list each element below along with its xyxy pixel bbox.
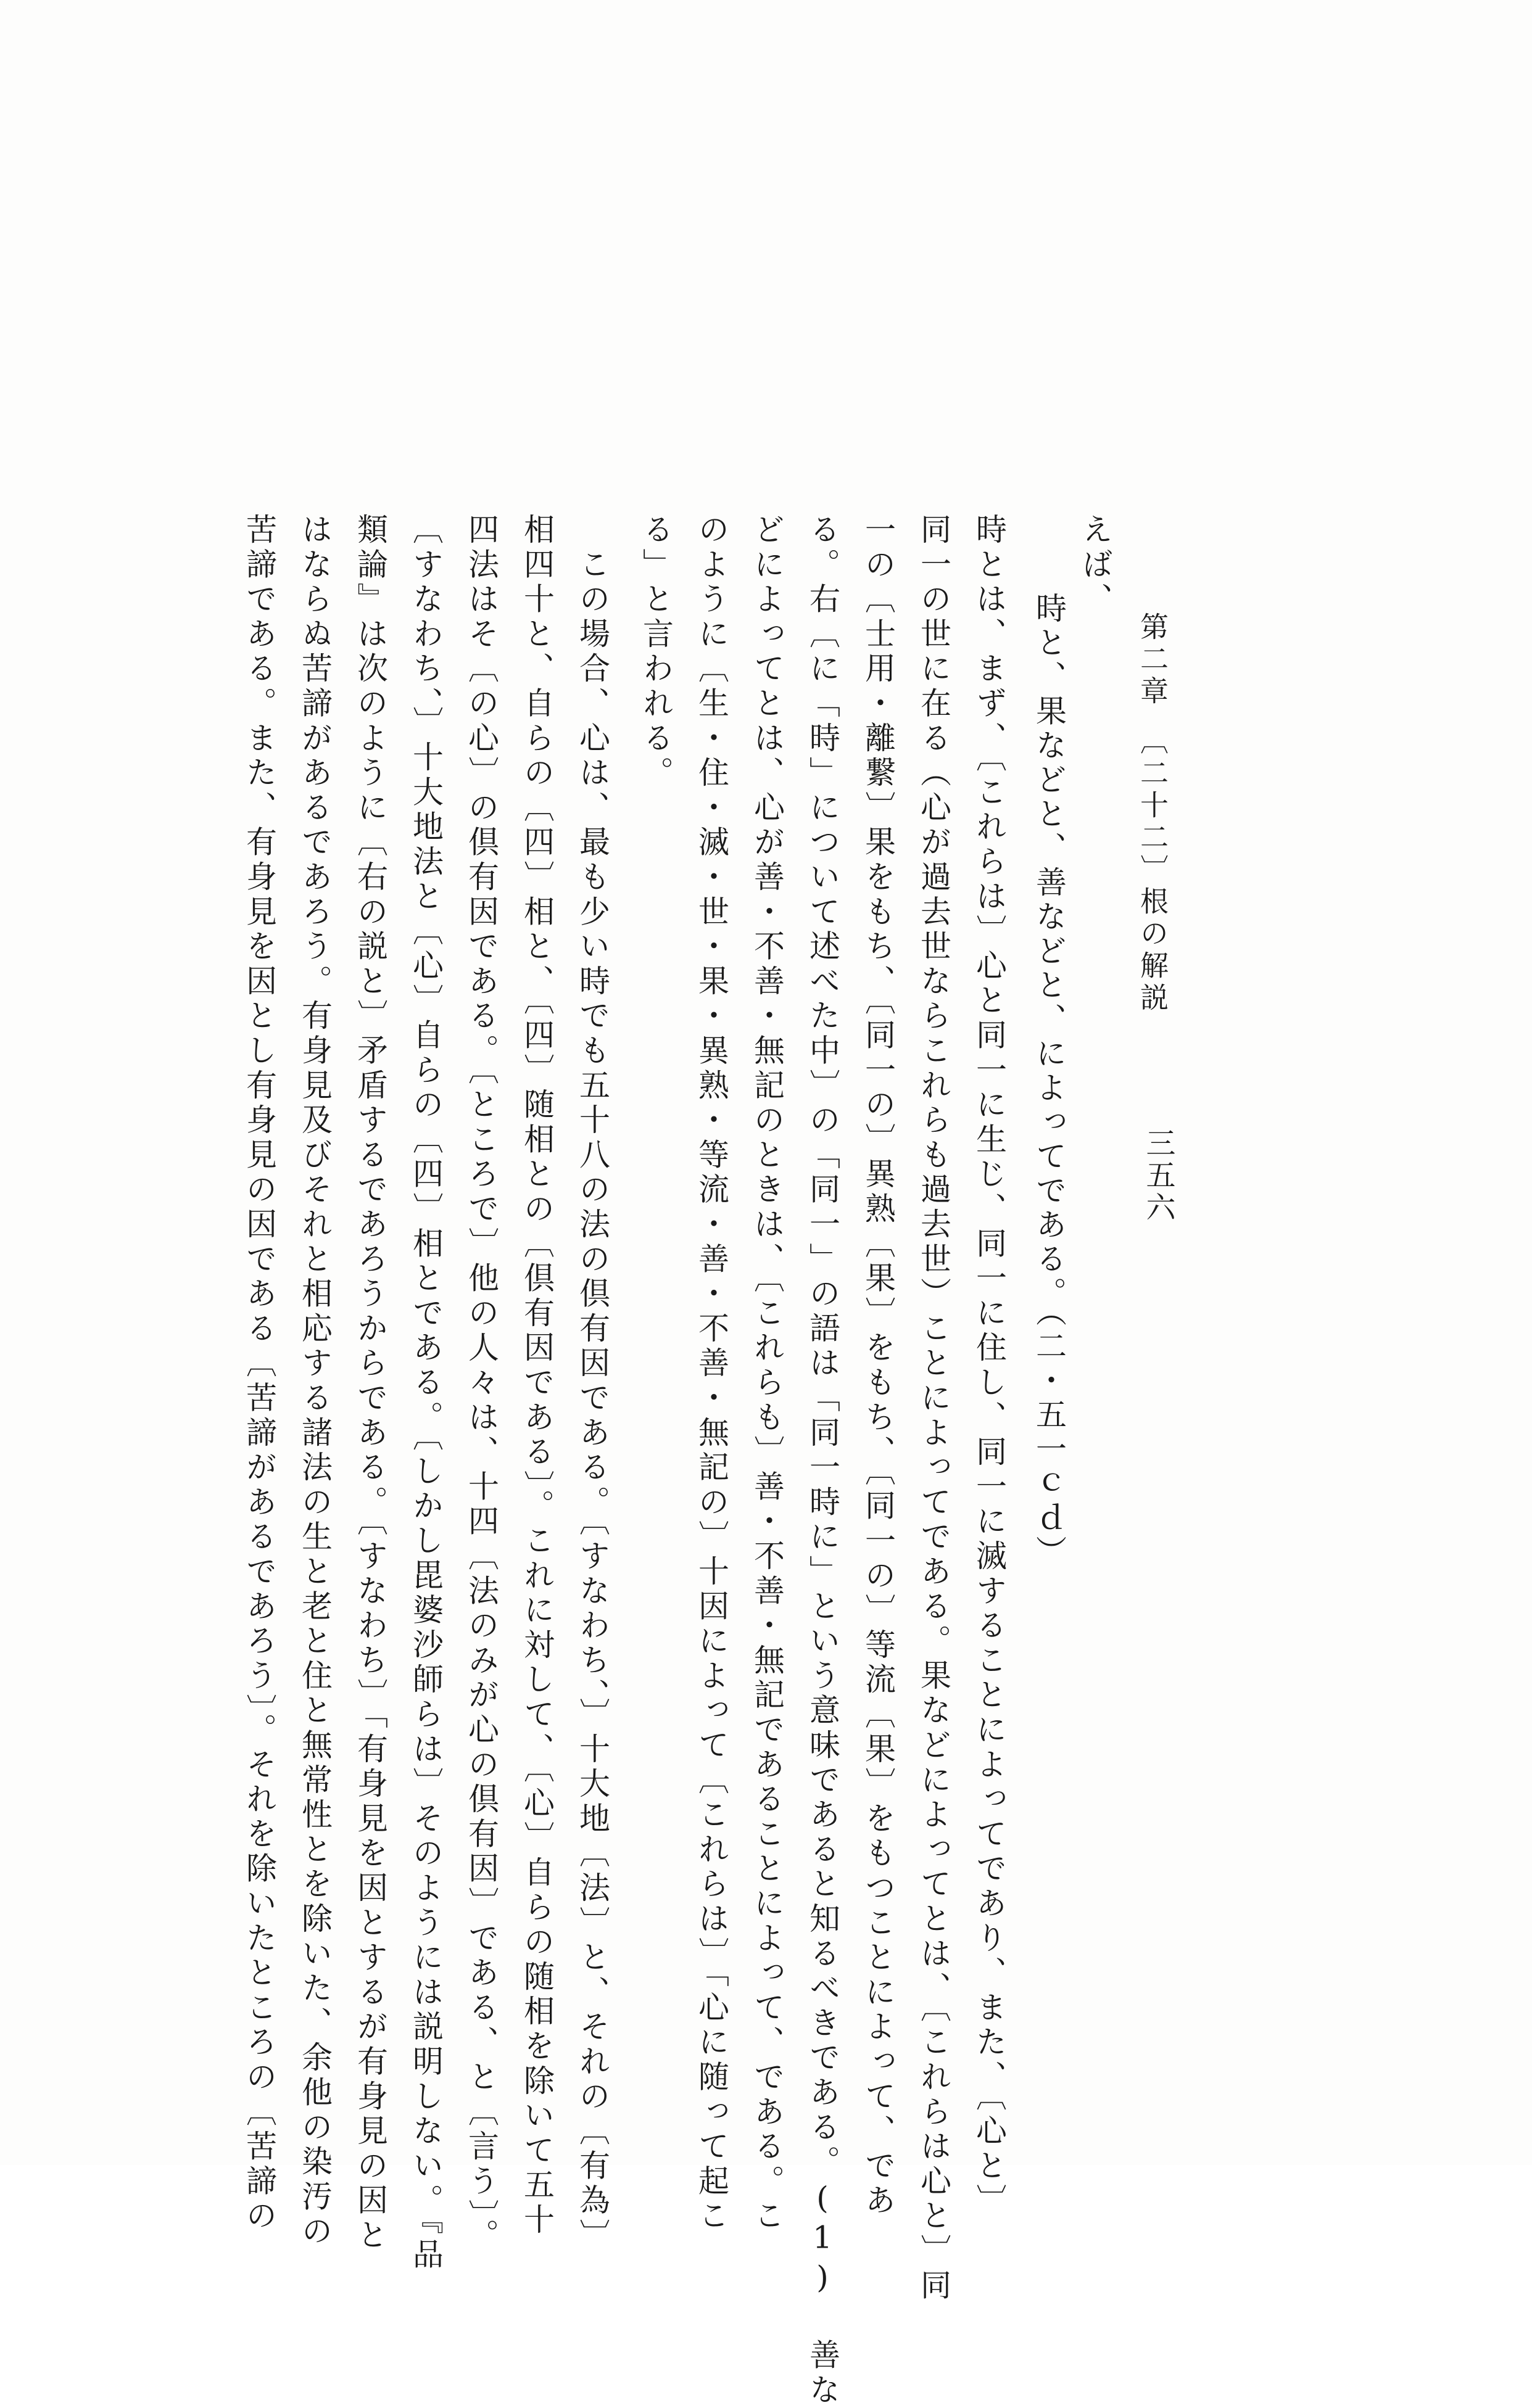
text-line: のように〔生・住・滅・世・果・異熟・等流・善・不善・無記の〕十因によって〔これらは〕「心に随って起こ <box>694 513 729 2234</box>
text-line: 苦諦である。また、有身見を因とし有身見の因である〔苦諦があるであろう〕。それを除いたところの〔苦諦の <box>241 513 277 2234</box>
text-line: 時とは、まず、〔これらは〕心と同一に生じ、同一に住し、同一に滅することによってであり、また、〔心と〕 <box>971 513 1007 2219</box>
text-line: る」と言われる。 <box>638 513 674 791</box>
running-header: 第二章 〔二十二〕根の解説 <box>1136 612 1169 1015</box>
text-line: えば、 <box>1077 513 1113 617</box>
text-line: 相四十と、自らの〔四〕相と、〔四〕随相との〔倶有因である〕。これに対して、〔心〕自らの随相を除いて五十 <box>519 513 555 2238</box>
text-line: はならぬ苦諦があるであろう。有身見及びそれと相応する諸法の生と老と住と無常性とを除いた、余他の染汚の <box>297 513 333 2249</box>
text-line: る。右〔に「時」について述べた中〕の「同一」の語は「同一時に」という意味であると知るべきである。(1) 善な <box>805 513 840 2408</box>
text-line: 同一の世に在る（心が過去世ならこれらも過去世）ことによってである。果などによってとは、〔これらは心と〕同 <box>916 513 951 2304</box>
text-line: 〔すなわち、〕十大地法と〔心〕自らの〔四〕相とである。〔しかし毘婆沙師らは〕そのようには説明しない。『品 <box>408 513 444 2273</box>
text-line: 一の〔士用・離繋〕果をもち、〔同一の〕異熟〔果〕をもち、〔同一の〕等流〔果〕をもつことによって、であ <box>860 513 896 2219</box>
verse-line: 時と、果などと、善などと、によってである。（二・五一ｃｄ） <box>1031 592 1067 1570</box>
text-line: どによってとは、心が善・不善・無記のときは、〔これらも〕善・不善・無記であることによって、である。こ <box>749 513 785 2234</box>
text-line: この場合、心は、最も少い時でも五十八の法の倶有因である。〔すなわち、〕十大地〔法〕と、それの〔有為〕 <box>574 513 610 2254</box>
text-line: 類論』は次のように〔右の説と〕矛盾するであろうからである。〔すなわち〕「有身見を因とするが有身見の因と <box>352 513 388 2254</box>
text-line: 四法はそ〔の心〕の倶有因である。〔ところで〕他の人々は、十四〔法のみが心の倶有因〕である、と〔言う〕。 <box>463 513 499 2254</box>
page-number: 三五六 <box>1141 1128 1175 1224</box>
